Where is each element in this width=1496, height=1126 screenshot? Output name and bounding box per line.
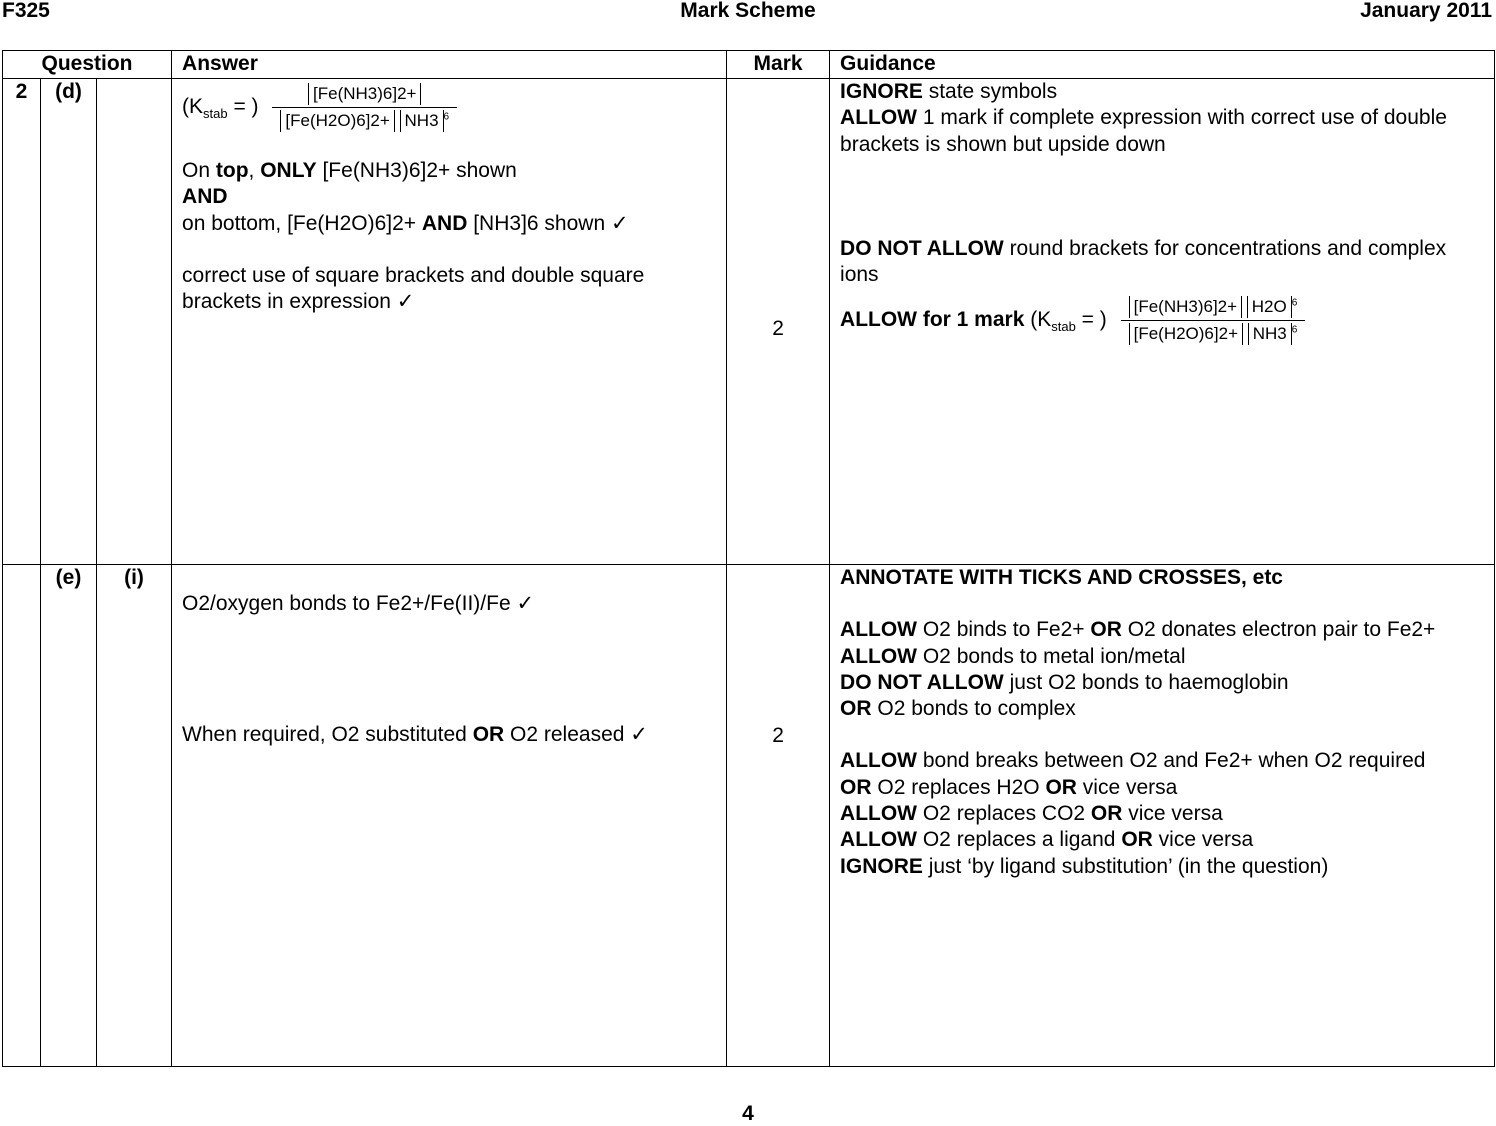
- guidance-line: OR O2 replaces H2O OR vice versa: [840, 775, 1178, 799]
- page-number: 4: [742, 1102, 754, 1125]
- mark-value: 2: [772, 724, 784, 747]
- answer-line: O2/oxygen bonds to Fe2+/Fe(II)/Fe ✓: [182, 592, 535, 615]
- question-number: 2: [3, 79, 41, 565]
- question-subpart: (i): [97, 565, 172, 1067]
- doc-title: Mark Scheme: [680, 0, 816, 22]
- guidance-title: ANNOTATE WITH TICKS AND CROSSES, etc: [840, 566, 1283, 589]
- denominator-complex: [Fe(H2O)6]2+: [280, 110, 394, 132]
- question-part: (e): [41, 565, 97, 1067]
- denominator-power: 6: [443, 111, 450, 123]
- doc-code: F325: [2, 0, 50, 22]
- question-number: [3, 565, 41, 1067]
- answer-cell: [172, 79, 727, 565]
- table-header-row: [3, 51, 1495, 79]
- guidance-line: ALLOW for 1 mark ($K_{stab}$ = ) $\frac{[Fe(NH3)6]2+ H2O ^6}{[Fe(H2O)6]2+ NH3 ^6}$: [840, 296, 1484, 345]
- answer-line-bottom: on bottom, [Fe(H2O)6]2+ AND [NH3]6 shown ✓: [182, 211, 629, 235]
- guidance-line: ALLOW O2 binds to Fe2+ OR O2 donates electron pair to Fe2+: [840, 618, 1436, 642]
- table-row: [3, 565, 1495, 1067]
- denominator-ligand: NH3: [400, 110, 444, 132]
- guidance-line: ALLOW bond breaks between O2 and Fe2+ when O2 required: [840, 749, 1426, 773]
- answer-cell: [172, 565, 727, 1067]
- doc-date: January 2011: [1360, 0, 1492, 22]
- mark-scheme-table: [2, 50, 1495, 1067]
- header-question: Question: [3, 51, 172, 79]
- kstab-expression: ($K_{stab}$ = ) $\frac{[Fe(NH3)6]2+}{[Fe(H2O)6]2+ NH3 ^6}$: [182, 83, 716, 132]
- kstab-fraction: [272, 83, 457, 132]
- guidance-line: DO NOT ALLOW just O2 bonds to haemoglobin: [840, 670, 1289, 694]
- guidance-fraction: $\frac{[Fe(NH3)6]2+ H2O ^6}{[Fe(H2O)6]2+ NH3 ^6}$: [1121, 296, 1306, 345]
- mark-cell: [727, 565, 830, 1067]
- mark-value: 2: [772, 317, 784, 340]
- answer-line-and: AND: [182, 185, 228, 209]
- guidance-line: ALLOW O2 replaces a ligand OR vice versa: [840, 828, 1254, 852]
- guidance-line: DO NOT ALLOW round brackets for concentrations and complex ions: [840, 236, 1447, 287]
- header-guidance: Guidance: [830, 51, 1495, 79]
- guidance-line: IGNORE state symbols: [840, 80, 1058, 103]
- table-row: [3, 79, 1495, 565]
- answer-line-brackets: correct use of square brackets and double square brackets in expression ✓: [182, 263, 645, 314]
- header-mark: Mark: [727, 51, 830, 79]
- guidance-line: ALLOW O2 replaces CO2 OR vice versa: [840, 802, 1223, 826]
- guidance-cell: [830, 565, 1495, 1067]
- header-answer: Answer: [172, 51, 727, 79]
- guidance-line: IGNORE just ‘by ligand substitution’ (in the question): [840, 854, 1329, 878]
- question-part: (d): [41, 79, 97, 565]
- mark-cell: [727, 79, 830, 565]
- guidance-line: OR O2 bonds to complex: [840, 697, 1076, 721]
- guidance-cell: [830, 79, 1495, 565]
- question-subpart: [97, 79, 172, 565]
- guidance-line: ALLOW O2 bonds to metal ion/metal: [840, 644, 1186, 668]
- answer-line-top: On top, ONLY [Fe(NH3)6]2+ shown: [182, 159, 517, 182]
- answer-line: When required, O2 substituted OR O2 released ✓: [182, 723, 648, 747]
- guidance-line: ALLOW 1 mark if complete expression with correct use of double brackets is shown but upside down: [840, 106, 1447, 156]
- numerator: [Fe(NH3)6]2+: [308, 83, 421, 105]
